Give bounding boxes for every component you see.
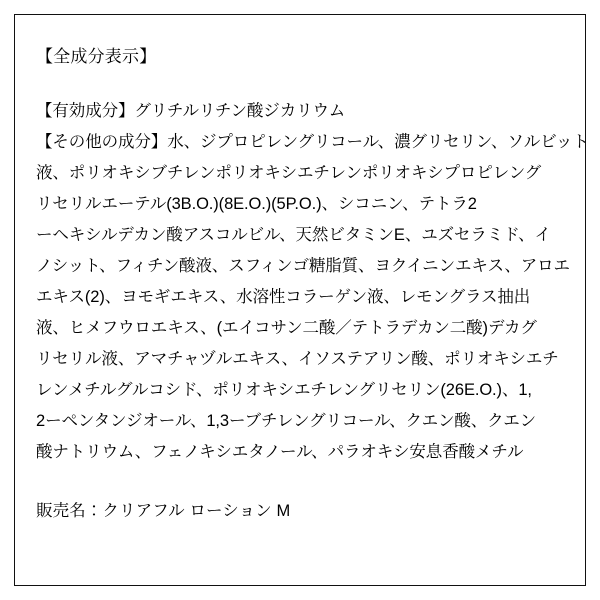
ingredients-line: エキス(2)、ヨモギエキス、水溶性コラーゲン液、レモングラス抽出 (36, 287, 531, 306)
document-content (36, 44, 589, 524)
ingredients-line: 液、ヒメフウロエキス、(エイコサン二酸／テトラデカン二酸)デカグ (36, 318, 537, 337)
ingredients-list (36, 96, 589, 468)
ingredients-line: 2ーペンタンジオール、1,3ーブチレングリコール、クエン酸、クエン (36, 411, 537, 430)
ingredients-line: 【その他の成分】水、ジプロピレングリコール、濃グリセリン、ソルビット (36, 132, 589, 151)
ingredients-line: ーヘキシルデカン酸アスコルビル、天然ビタミンE、ユズセラミド、イ (36, 225, 551, 244)
ingredients-line: レンメチルグルコシド、ポリオキシエチレングリセリン(26E.O.)、1, (36, 380, 532, 399)
ingredients-line: ノシット、フィチン酸液、スフィンゴ糖脂質、ヨクイニンエキス、アロエ (36, 256, 570, 275)
ingredients-line: 酸ナトリウム、フェノキシエタノール、パラオキシ安息香酸メチル (36, 442, 524, 461)
ingredients-line: 液、ポリオキシブチレンポリオキシエチレンポリオキシプロピレング (36, 163, 542, 182)
ingredients-line: 【有効成分】グリチルリチン酸ジカリウム (36, 101, 346, 120)
sales-name: 販売名：クリアフル ローション M (36, 501, 291, 520)
page-title: 【全成分表示】 (36, 47, 157, 66)
ingredients-line: リセリル液、アマチャヅルエキス、イソステアリン酸、ポリオキシエチ (36, 349, 559, 368)
ingredients-line: リセリルエーテル(3B.O.)(8E.O.)(5P.O.)、シコニン、テトラ2 (36, 194, 477, 213)
